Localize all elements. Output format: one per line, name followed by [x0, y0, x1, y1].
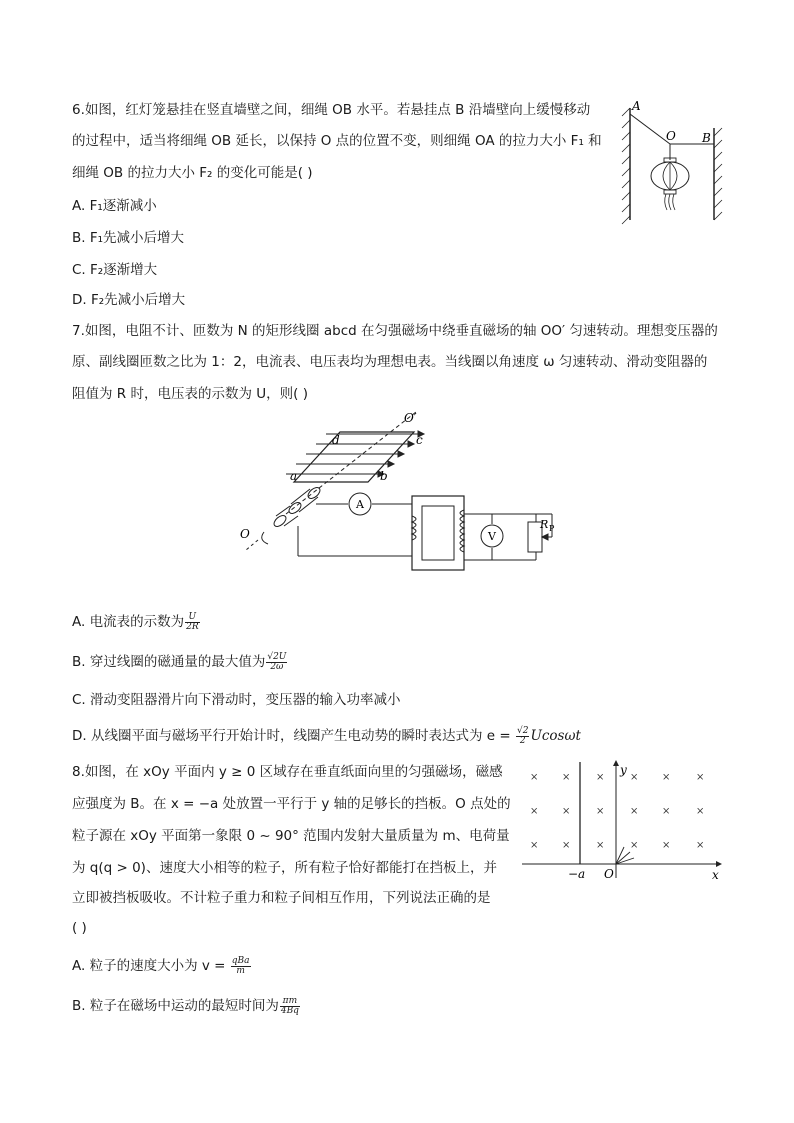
ammeter-label: A — [356, 498, 364, 511]
magnetic-field-figure — [518, 758, 728, 882]
label-B: B — [702, 131, 711, 145]
svg-text:×: × — [630, 806, 639, 817]
lantern-figure — [618, 98, 730, 226]
q6-option-c: C. F₂逐渐增大 — [72, 262, 158, 278]
svg-text:×: × — [696, 806, 705, 817]
svg-text:×: × — [596, 806, 605, 817]
q8-option-b — [72, 996, 301, 1016]
rheostat-subscript: P — [549, 524, 555, 533]
q7-option-a — [72, 612, 201, 632]
svg-text:×: × — [662, 840, 671, 851]
label-O: O — [240, 527, 250, 541]
generator-circuit-figure — [236, 404, 566, 578]
svg-text:×: × — [562, 840, 571, 851]
label-O-prime: O′ — [404, 411, 417, 425]
label-origin: O — [604, 867, 614, 881]
q7-stem-line3: 阻值为 R 时，电压表的示数为 U，则( ) — [72, 386, 308, 402]
q7-option-d-den: 2 — [519, 735, 526, 746]
q7-option-d-num: √2 — [516, 725, 529, 736]
svg-text:×: × — [530, 806, 539, 817]
svg-text:×: × — [630, 840, 639, 851]
svg-text:×: × — [696, 840, 705, 851]
q8-option-a-fraction — [231, 957, 251, 976]
svg-text:×: × — [596, 772, 605, 783]
label-b: b — [380, 469, 388, 483]
q7-option-a-text: A. 电流表的示数为 — [72, 614, 185, 630]
svg-text:×: × — [562, 772, 571, 783]
q7-option-a-den: 2R — [186, 621, 199, 632]
q7-stem-line2: 原、副线圈匝数之比为 1：2，电流表、电压表均为理想电表。当线圈以角速度 ω 匀速转动、滑动变阻器的 — [72, 354, 708, 370]
svg-text:×: × — [662, 772, 671, 783]
q8-option-a-num: qBa — [231, 955, 250, 966]
q7-option-b — [72, 652, 288, 672]
svg-text:×: × — [596, 840, 605, 851]
q7-stem-line1: 7.如图，电阻不计、匝数为 N 的矩形线圈 abcd 在匀强磁场中绕垂直磁场的轴 OO′ 匀速转动。理想变压器的 — [72, 323, 718, 339]
q6-stem-line3: 细绳 OB 的拉力大小 F₂ 的变化可能是( ) — [72, 165, 313, 181]
svg-text:×: × — [696, 772, 705, 783]
field-marks — [530, 772, 704, 851]
svg-text:×: × — [530, 772, 539, 783]
q8-option-b-text: B. 粒子在磁场中运动的最短时间为 — [72, 998, 279, 1014]
label-y: y — [620, 763, 627, 777]
svg-text:×: × — [530, 840, 539, 851]
q7-option-d — [72, 726, 581, 746]
label-minus-a: −a — [568, 867, 586, 881]
q8-stem-line6: ( ) — [72, 920, 87, 936]
label-O: O — [666, 129, 676, 143]
q7-option-b-num: √2U — [267, 651, 287, 662]
q6-stem-line2: 的过程中，适当将细绳 OB 延长，以保持 O 点的位置不变，则细绳 OA 的拉力大小 F₁ 和 — [72, 133, 602, 149]
label-a: a — [290, 469, 298, 483]
q7-option-b-den: 2ω — [270, 661, 284, 672]
q7-option-d-text: D. 从线圈平面与磁场平行开始计时，线圈产生电动势的瞬时表达式为 e = — [72, 728, 511, 744]
label-A: A — [632, 99, 641, 113]
q8-option-b-num: πm — [280, 997, 300, 1007]
q7-option-b-fraction — [266, 653, 287, 672]
voltmeter-label: V — [488, 530, 496, 543]
q8-stem-line1: 8.如图，在 xOy 平面内 y ≥ 0 区域存在垂直纸面向里的匀强磁场，磁感 — [72, 764, 503, 780]
q8-stem-line5: 立即被挡板吸收。不计粒子重力和粒子间相互作用，下列说法正确的是 — [72, 890, 491, 906]
label-x: x — [712, 868, 719, 882]
q7-option-d-fraction — [516, 727, 529, 746]
q8-stem-line4: 为 q(q > 0)、速度大小相等的粒子，所有粒子恰好都能打在挡板上，并 — [72, 860, 497, 876]
q6-option-a: A. F₁逐渐减小 — [72, 198, 157, 214]
svg-text:×: × — [662, 806, 671, 817]
label-d: d — [332, 433, 340, 447]
q7-option-b-text: B. 穿过线圈的磁通量的最大值为 — [72, 654, 266, 670]
q6-option-d: D. F₂先减小后增大 — [72, 292, 186, 308]
q8-option-b-fraction — [280, 997, 300, 1016]
svg-text:×: × — [562, 806, 571, 817]
q8-option-b-den: 4Bq — [280, 1005, 299, 1016]
q8-option-a-text: A. 粒子的速度大小为 v = — [72, 958, 226, 974]
rheostat-label: R — [540, 518, 549, 531]
svg-text:×: × — [630, 772, 639, 783]
q6-stem-line1: 6.如图，红灯笼悬挂在竖直墙壁之间，细绳 OB 水平。若悬挂点 B 沿墙壁向上缓慢移动 — [72, 102, 591, 118]
q7-option-c: C. 滑动变阻器滑片向下滑动时，变压器的输入功率减小 — [72, 692, 401, 708]
q6-option-b: B. F₁先减小后增大 — [72, 230, 185, 246]
q8-option-a — [72, 956, 252, 976]
q8-option-a-den: m — [236, 965, 245, 976]
q7-option-a-num: U — [185, 613, 200, 623]
q7-option-d-tail: Ucosωt — [530, 728, 581, 744]
q8-stem-line3: 粒子源在 xOy 平面第一象限 0 ~ 90° 范围内发射大量质量为 m、电荷量 — [72, 828, 510, 844]
label-c: c — [416, 433, 423, 447]
q7-option-a-fraction — [185, 613, 200, 632]
q8-stem-line2: 应强度为 B。在 x = −a 处放置一平行于 y 轴的足够长的挡板。O 点处的 — [72, 796, 511, 812]
